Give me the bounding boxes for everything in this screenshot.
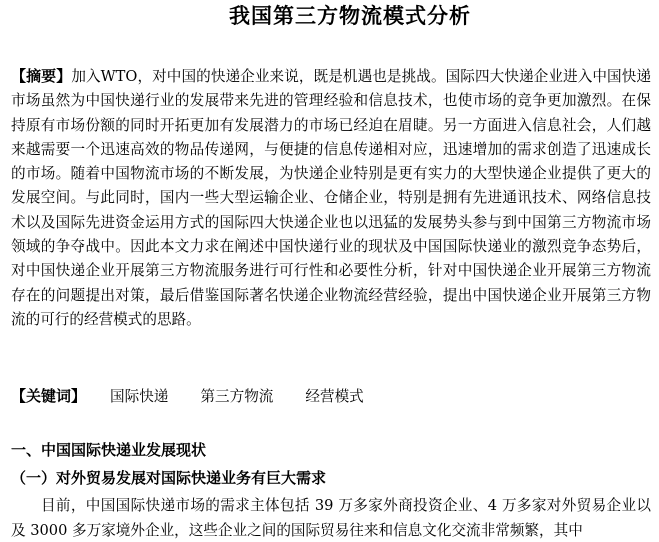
keywords-line	[11, 383, 364, 410]
abstract-label: 【摘要】	[11, 67, 72, 85]
abstract-text: 加入WTO，对中国的快递企业来说，既是机遇也是挑战。国际四大快递企业进入中国快递市场虽然为中国快递行业的发展带来先进的管理经验和信息技术，也使市场的竞争更加激烈。在保持原有市场份额的同时开拓更加有发展潜力的市场已经迫在眉睫。另一方面进入信息社会，人们越来越需要一个迅速高效的物品传递网，与便捷的信息传递相对应，迅速增加的需求创造了迅速成长的市场。随着中国物流市场的不断发展，为快递企业特别是更有实力的大型快递企业提供了更大的发展空间。与此同时，国内一些大型运输企业、仓储企业，特别是拥有先进通讯技术、网络信息技术以及国际先进资金运用方式的国际四大快递企业也以迅猛的发展势头参与到中国第三方物流市场领域的争夺战中。因此本文力求在阐述中国快递行业的现状及中国国际快递业的激烈竞争态势后，对中国快递企业开展第三方物流服务进行可行性和必要性分析，针对中国快递企业开展第三方物流存在的问题提出对策，最后借鉴国际著名快递企业物流经营经验，提出中国快递企业开展第三方物流的可行的经营模式的思路。	[11, 68, 651, 328]
document-title: 我国第三方物流模式分析	[229, 4, 471, 28]
keywords-label: 【关键词】	[11, 387, 87, 405]
body-paragraph: 目前，中国国际快递市场的需求主体包括 39 万多家外商投资企业、4 万多家对外贸易企业以及 3000 多万家境外企业，这些企业之间的国际贸易往来和信息文化交流非常频繁，其中	[11, 497, 651, 539]
section-heading: 一、中国国际快递业发展现状	[11, 441, 207, 459]
keyword-item: 经营模式	[305, 388, 364, 405]
subsection-heading: （一）对外贸易发展对国际快递业务有巨大需求	[11, 469, 327, 487]
keyword-item: 第三方物流	[200, 388, 274, 405]
keyword-item: 国际快递	[110, 388, 169, 405]
abstract-paragraph	[11, 64, 651, 332]
